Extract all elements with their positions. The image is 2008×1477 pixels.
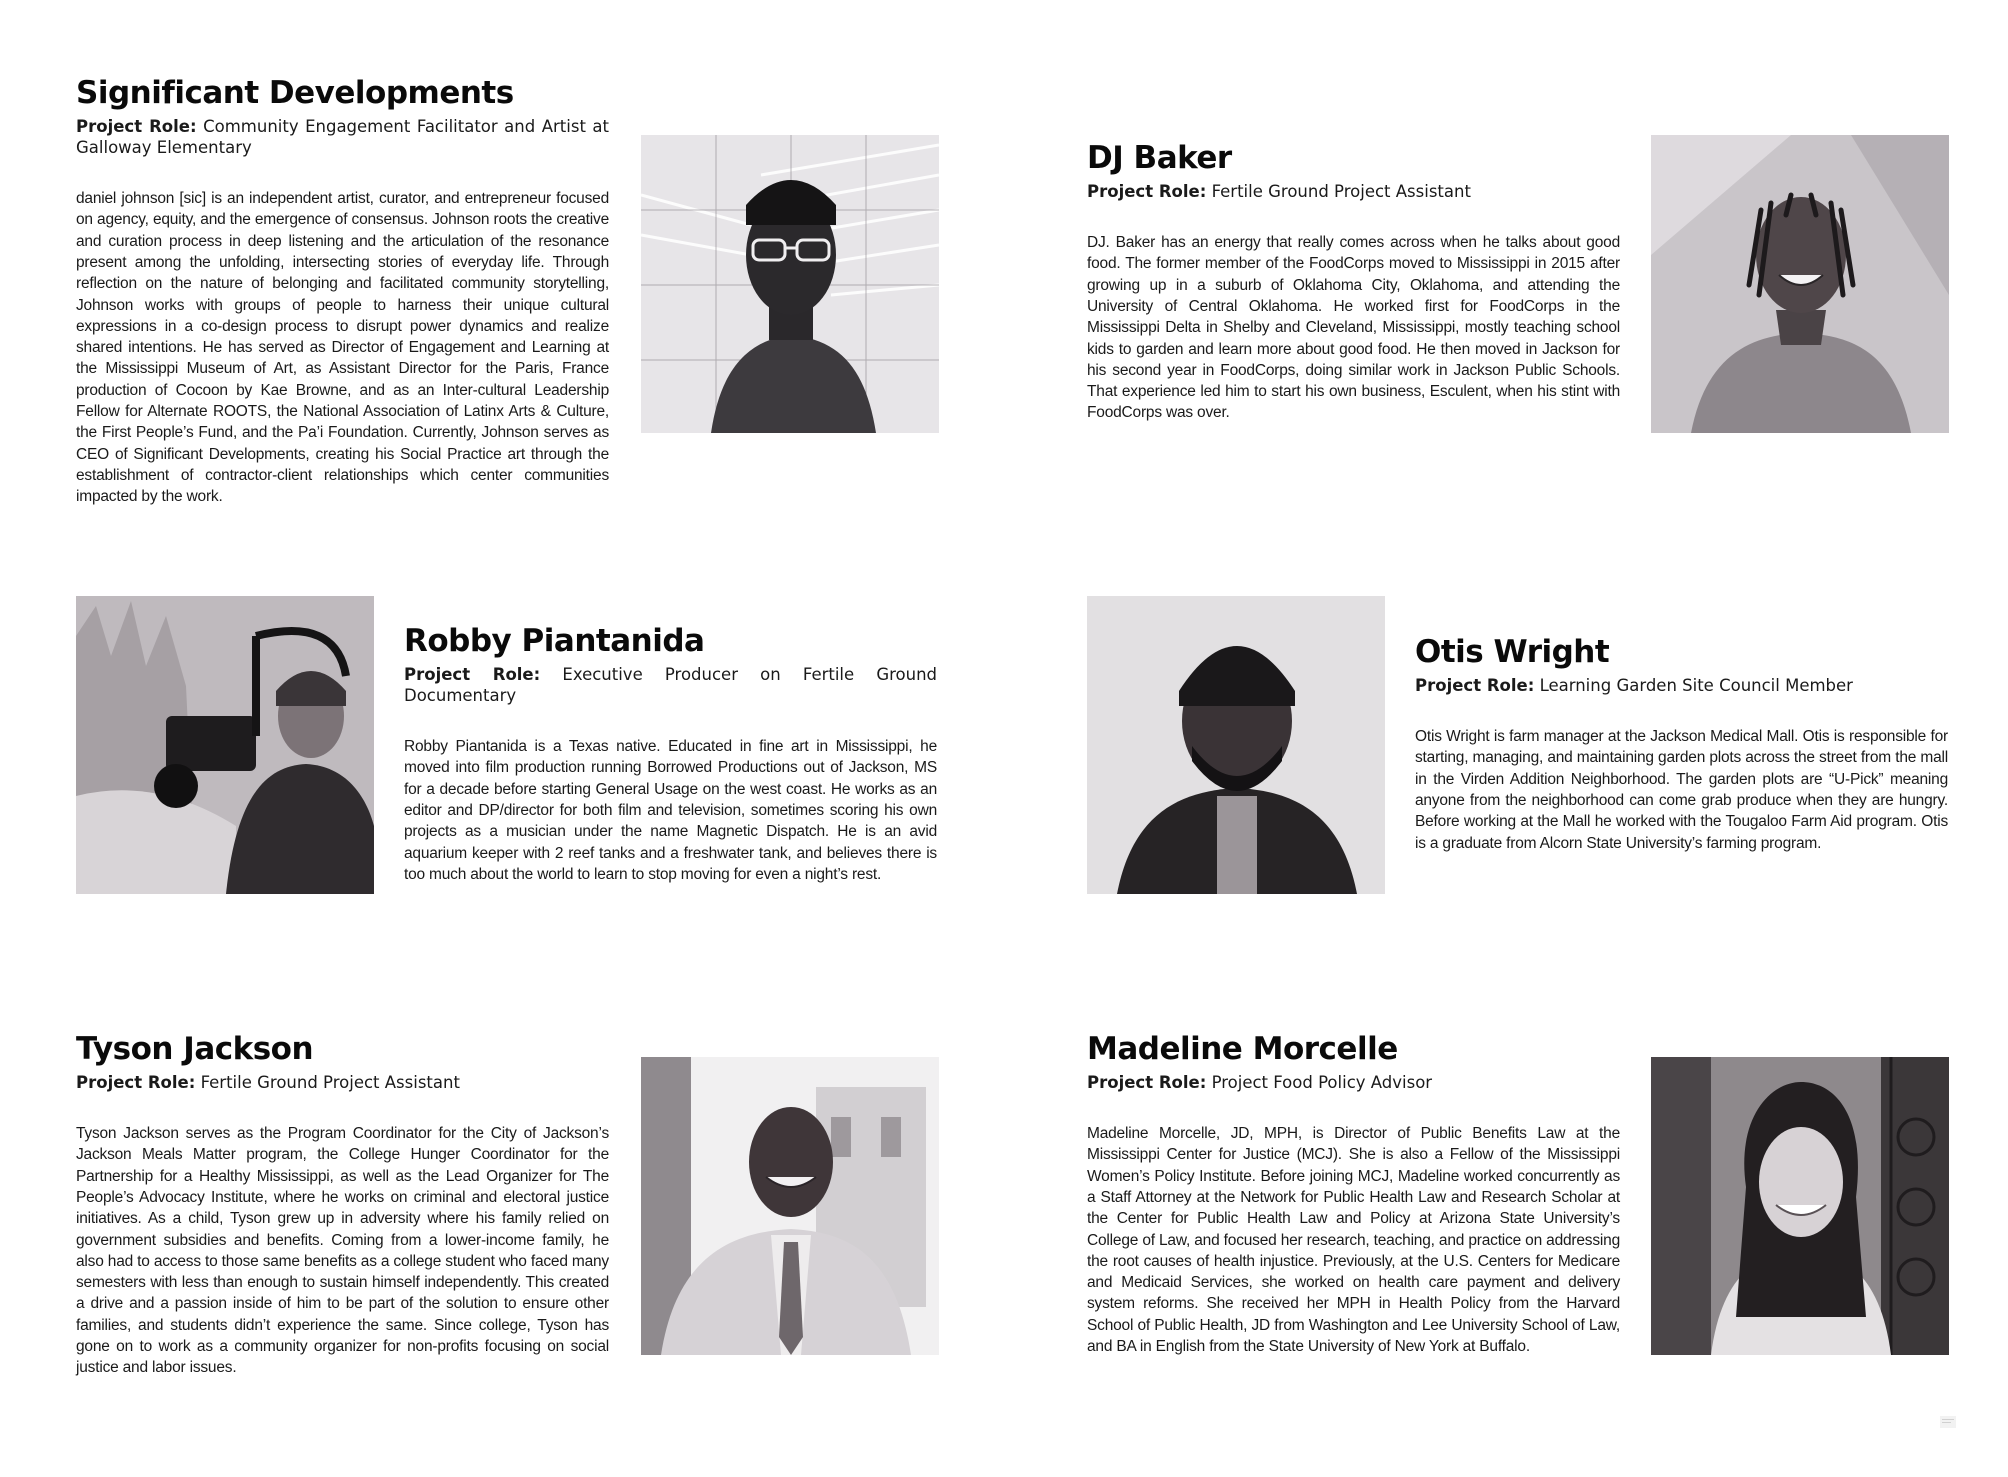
profile-madeline-morcelle bbox=[1087, 1032, 1620, 1357]
profile-significant-developments bbox=[76, 76, 609, 508]
profile-role bbox=[1415, 675, 1948, 696]
role-label: Project Role: bbox=[76, 1073, 196, 1093]
profile-bio: Otis Wright is farm manager at the Jackson Medical Mall. Otis is responsible for starting, managing, and maintaining garden plots across the street from the mall in the Virden Addition Neighborhood. The garden plots are “U-Pick” meaning anyone from the neighborhood can come grab produce when they are hungry. Before working at the Mall he worked with the Tougaloo Farm Aid program. Otis is a graduate from Alcorn State University’s farming program. bbox=[1415, 728, 1948, 852]
portrait-camera-operator-illustration bbox=[76, 596, 374, 894]
portrait-dreadlocks-smiling-illustration bbox=[1651, 135, 1949, 433]
portrait-camera-operator-photo bbox=[76, 596, 374, 894]
profile-tyson-jackson bbox=[76, 1032, 609, 1379]
profile-name: Significant Developments bbox=[76, 75, 514, 111]
profile-role bbox=[1087, 1072, 1620, 1093]
role-label: Project Role: bbox=[1087, 1073, 1207, 1093]
role-label: Project Role: bbox=[1087, 182, 1207, 202]
role-value: Executive Producer on Fertile Ground Documentary bbox=[404, 665, 938, 706]
portrait-suit-tie-photo bbox=[641, 1057, 939, 1355]
profile-role bbox=[76, 116, 609, 158]
role-label: Project Role: bbox=[1415, 676, 1535, 696]
profile-name: Robby Piantanida bbox=[404, 623, 705, 659]
role-value: Fertile Ground Project Assistant bbox=[1211, 182, 1471, 202]
profile-bio: Robby Piantanida is a Texas native. Educated in fine art in Mississippi, he moved into film production running Borrowed Productions out of Jackson, MS for a decade before starting General Usage on the west coast. He works as an editor and DP/director for both film and television, sometimes scoring his own projects as a musician under the name Magnetic Dispatch. He is an avid aquarium keeper with 2 reef tanks and a freshwater tank, and believes there is too much about the world to learn to stop moving for even a night’s rest. bbox=[404, 738, 937, 883]
profile-bio: Madeline Morcelle, JD, MPH, is Director of Public Benefits Law at the Mississippi Center for Justice (MCJ). She is also a Fellow of the Mississippi Women’s Policy Institute. Before joining MCJ, Madeline worked concurrently as a Staff Attorney at the Network for Public Health Law and Research Scholar at the Center for Public Health Law and Policy at Arizona State University’s College of Law, and focused her research, teaching, and practice on addressing the root causes of health injustice. Previously, at the U.S. Centers for Medicare and Medicaid Services, she worked on health care payment and delivery system reforms. She received her MPH in Health Policy from the Harvard School of Public Health, JD from Washington and Lee University School of Law, and BA in English from the State University of New York at Buffalo. bbox=[1087, 1125, 1620, 1356]
profile-bio: DJ. Baker has an energy that really comes across when he talks about good food. The former member of the FoodCorps moved to Mississippi in 2015 after growing up in a suburb of Oklahoma City, Oklahoma, and attending the University of Central Oklahoma. He worked first for FoodCorps in the Mississippi Delta in Shelby and Cleveland, Mississippi, mostly teaching school kids to garden and learn more about good food. He then moved in Jackson for his second year in FoodCorps, doing similar work in Jackson Public Schools. That experience led him to start his own business, Esculent, when his stint with FoodCorps was over. bbox=[1087, 234, 1620, 422]
profile-role bbox=[404, 664, 937, 706]
page-folio-mark bbox=[1940, 1415, 1956, 1427]
portrait-smiling-woman-photo bbox=[1651, 1057, 1949, 1355]
role-value: Project Food Policy Advisor bbox=[1211, 1073, 1433, 1093]
portrait-light-projection-photo bbox=[641, 135, 939, 433]
role-label: Project Role: bbox=[76, 117, 197, 137]
portrait-dreadlocks-smiling-photo bbox=[1651, 135, 1949, 433]
profile-role bbox=[1087, 181, 1620, 202]
portrait-smiling-woman-illustration bbox=[1651, 1057, 1949, 1355]
portrait-suit-tie-illustration bbox=[641, 1057, 939, 1355]
profile-name: Tyson Jackson bbox=[76, 1031, 314, 1067]
profile-dj-baker bbox=[1087, 141, 1620, 424]
profile-name: DJ Baker bbox=[1087, 140, 1232, 176]
portrait-light-projection-illustration bbox=[641, 135, 939, 433]
portrait-beanie-jacket-illustration bbox=[1087, 596, 1385, 894]
profile-otis-wright bbox=[1415, 635, 1948, 854]
profile-role bbox=[76, 1072, 609, 1093]
profile-name: Madeline Morcelle bbox=[1087, 1031, 1398, 1067]
role-label: Project Role: bbox=[404, 665, 541, 685]
profile-name: Otis Wright bbox=[1415, 634, 1610, 670]
profile-bio: Tyson Jackson serves as the Program Coordinator for the City of Jackson’s Jackson Meals Matter program, the College Hunger Coordinator for the Partnership for a Healthy Mississippi, as well as the Lead Organizer for The People’s Advocacy Institute, where he works on criminal and electoral justice initiatives. As a child, Tyson grew up in adversity where his family relied on government subsidies and benefits. Coming from a lower-income family, he also had to access to those same benefits as a college student who faced many semesters with less than enough to sustain himself independently. This created a drive and a passion inside of him to be part of the solution to ensure other families, and students didn’t experience the same. Since college, Tyson has gone on to work as a community organizer for non-profits focusing on social justice and labor issues. bbox=[76, 1125, 609, 1377]
portrait-beanie-jacket-photo bbox=[1087, 596, 1385, 894]
profile-bio: daniel johnson [sic] is an independent artist, curator, and entrepreneur focused on agency, equity, and the emergence of consensus. Johnson roots the creative and curation process in deep listening and the articulation of the resonance present among the unfolding, intersecting stories of everyday life. Through reflection on the nature of belonging and facilitated community storytelling, Johnson works with groups of people to harness their unique cultural expressions in a co-design process to disrupt power dynamics and realize shared intentions. He has served as Director of Engagement and Learning at the Mississippi Museum of Art, as Assistant Director for the Paris, France production of Cocoon by Kae Browne, and as an Inter-cultural Leadership Fellow for Alternate ROOTS, the National Association of Latinx Arts & Culture, the First People’s Fund, and the Pa’i Foundation. Currently, Johnson serves as CEO of Significant Developments, creating his Social Practice art through the establishment of contractor-client relationships which center communities impacted by the work. bbox=[76, 190, 609, 506]
folio-icon bbox=[1940, 1416, 1956, 1428]
role-value: Learning Garden Site Council Member bbox=[1539, 676, 1853, 696]
role-value: Community Engagement Facilitator and Artist at Galloway Elementary bbox=[76, 117, 610, 158]
role-value: Fertile Ground Project Assistant bbox=[200, 1073, 460, 1093]
profile-robby-piantanida bbox=[404, 624, 937, 885]
